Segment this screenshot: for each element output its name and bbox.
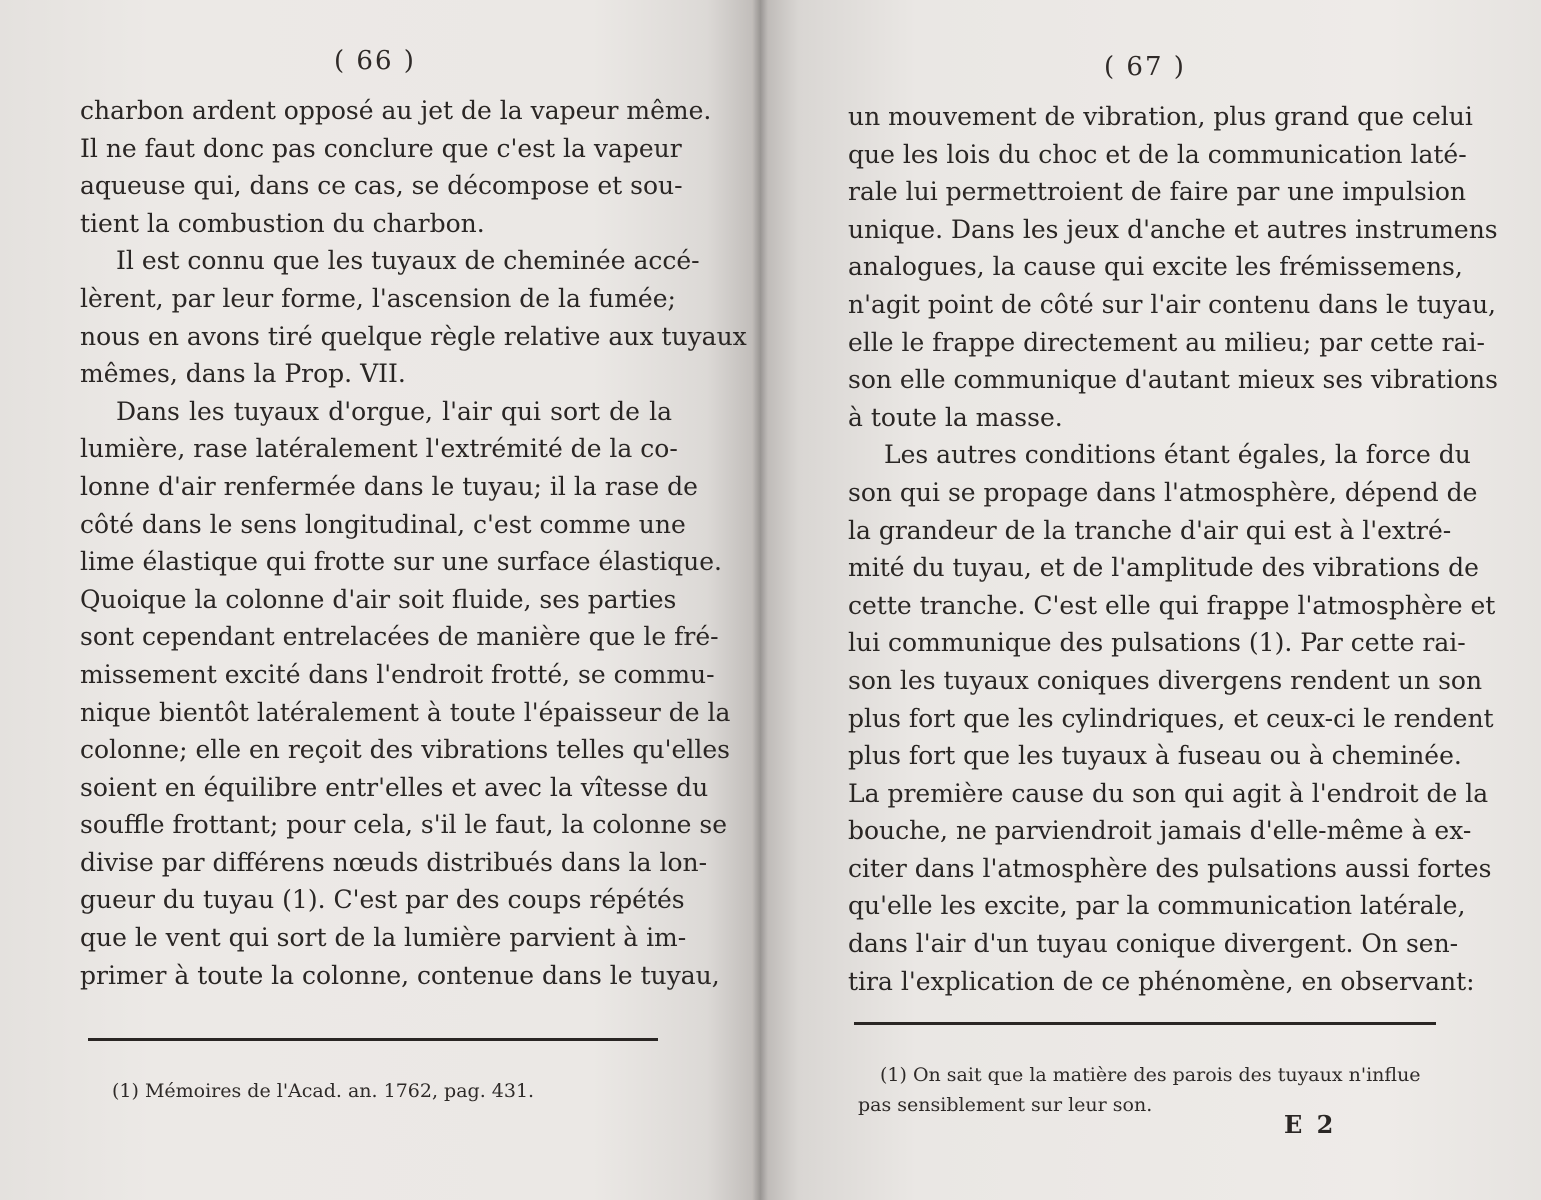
book-gutter-shadow <box>752 0 768 1200</box>
text-line: à toute la masse. <box>848 402 1063 432</box>
text-line: Les autres conditions étant égales, la force du <box>884 440 1471 470</box>
text-line: La première cause du son qui agit à l'endroit de la <box>848 778 1489 808</box>
text-line: plus fort que les cylindriques, et ceux-ci le rendent <box>848 703 1494 733</box>
text-line: n'agit point de côté sur l'air contenu dans le tuyau, <box>848 289 1496 319</box>
right-page-number: ( 67 ) <box>1104 52 1186 82</box>
text-line: souffle frottant; pour cela, s'il le faut, la colonne se <box>80 810 727 840</box>
text-line: un mouvement de vibration, plus grand que celui <box>848 102 1473 131</box>
text-line: nique bientôt latéralement à toute l'épaisseur de la <box>80 697 731 727</box>
text-line: la grandeur de la tranche d'air qui est à l'extré- <box>848 515 1452 545</box>
text-line: son les tuyaux coniques divergens rendent un son <box>848 665 1483 695</box>
footnote-divider <box>88 1038 658 1041</box>
text-line: Il ne faut donc pas conclure que c'est la vapeur <box>80 133 682 163</box>
right-page <box>760 0 1541 1200</box>
text-line: côté dans le sens longitudinal, c'est comme une <box>80 509 686 539</box>
text-line: tient la combustion du charbon. <box>80 208 485 238</box>
text-line: que le vent qui sort de la lumière parvient à im- <box>80 923 687 953</box>
text-line: missement excité dans l'endroit frotté, se commu- <box>80 659 715 689</box>
text-line: colonne; elle en reçoit des vibrations telles qu'elles <box>80 735 730 765</box>
text-line: gueur du tuyau (1). C'est par des coups répétés <box>80 885 685 915</box>
text-line: rale lui permettroient de faire par une impulsion <box>848 177 1466 207</box>
text-line: primer à toute la colonne, contenue dans le tuyau, <box>80 960 720 990</box>
left-page <box>0 0 760 1200</box>
signature-mark: E 2 <box>1284 1110 1337 1139</box>
text-line: soient en équilibre entr'elles et avec la vîtesse du <box>80 772 709 802</box>
left-footnote: (1) Mémoires de l'Acad. an. 1762, pag. 431. <box>112 1080 535 1102</box>
footnote-divider <box>854 1022 1436 1025</box>
text-line: citer dans l'atmosphère des pulsations aussi fortes <box>848 853 1492 883</box>
text-line: lèrent, par leur forme, l'ascension de la fumée; <box>80 283 676 313</box>
text-line: lonne d'air renfermée dans le tuyau; il la rase de <box>80 471 698 501</box>
text-line: lime élastique qui frotte sur une surface élastique. <box>80 547 722 577</box>
text-line: son qui se propage dans l'atmosphère, dépend de <box>848 477 1478 507</box>
text-line: tira l'explication de ce phénomène, en observant: <box>848 966 1475 996</box>
text-line: Quoique la colonne d'air soit fluide, ses parties <box>80 584 677 614</box>
text-line: charbon ardent opposé au jet de la vapeur même. <box>80 96 712 125</box>
text-line: mêmes, dans la Prop. VII. <box>80 359 406 389</box>
text-line: cette tranche. C'est elle qui frappe l'atmosphère et <box>848 590 1496 620</box>
text-line: sont cependant entrelacées de manière que le fré- <box>80 622 719 652</box>
text-line: unique. Dans les jeux d'anche et autres instrumens <box>848 214 1498 244</box>
text-line: bouche, ne parviendroit jamais d'elle-même à ex- <box>848 816 1472 846</box>
text-line: son elle communique d'autant mieux ses vibrations <box>848 365 1498 395</box>
left-page-body <box>80 92 747 994</box>
text-line: divise par différens nœuds distribués dans la lon- <box>80 847 708 877</box>
right-footnote <box>858 1060 1448 1120</box>
text-line: analogues, la cause qui excite les frémissemens, <box>848 252 1463 282</box>
text-line: lui communique des pulsations (1). Par cette rai- <box>848 628 1466 658</box>
footnote-line: (1) On sait que la matière des parois des tuyaux n'influe <box>880 1064 1421 1086</box>
text-line: que les lois du choc et de la communication laté- <box>848 139 1467 169</box>
text-line: elle le frappe directement au milieu; par cette rai- <box>848 327 1485 357</box>
text-line: lumière, rase latéralement l'extrémité de la co- <box>80 434 678 464</box>
text-line: mité du tuyau, et de l'amplitude des vibrations de <box>848 553 1479 583</box>
text-line: Il est connu que les tuyaux de cheminée accé- <box>116 246 700 276</box>
text-line: nous en avons tiré quelque règle relative aux tuyaux <box>80 321 747 351</box>
text-line: plus fort que les tuyaux à fuseau ou à cheminée. <box>848 741 1462 771</box>
left-page-number: ( 66 ) <box>334 46 416 76</box>
footnote-line: pas sensiblement sur leur son. <box>858 1094 1153 1116</box>
text-line: dans l'air d'un tuyau conique divergent. On sen- <box>848 929 1459 959</box>
text-line: Dans les tuyaux d'orgue, l'air qui sort de la <box>116 396 672 426</box>
right-page-body <box>848 98 1498 1000</box>
text-line: qu'elle les excite, par la communication latérale, <box>848 891 1466 921</box>
text-line: aqueuse qui, dans ce cas, se décompose et sou- <box>80 171 683 201</box>
